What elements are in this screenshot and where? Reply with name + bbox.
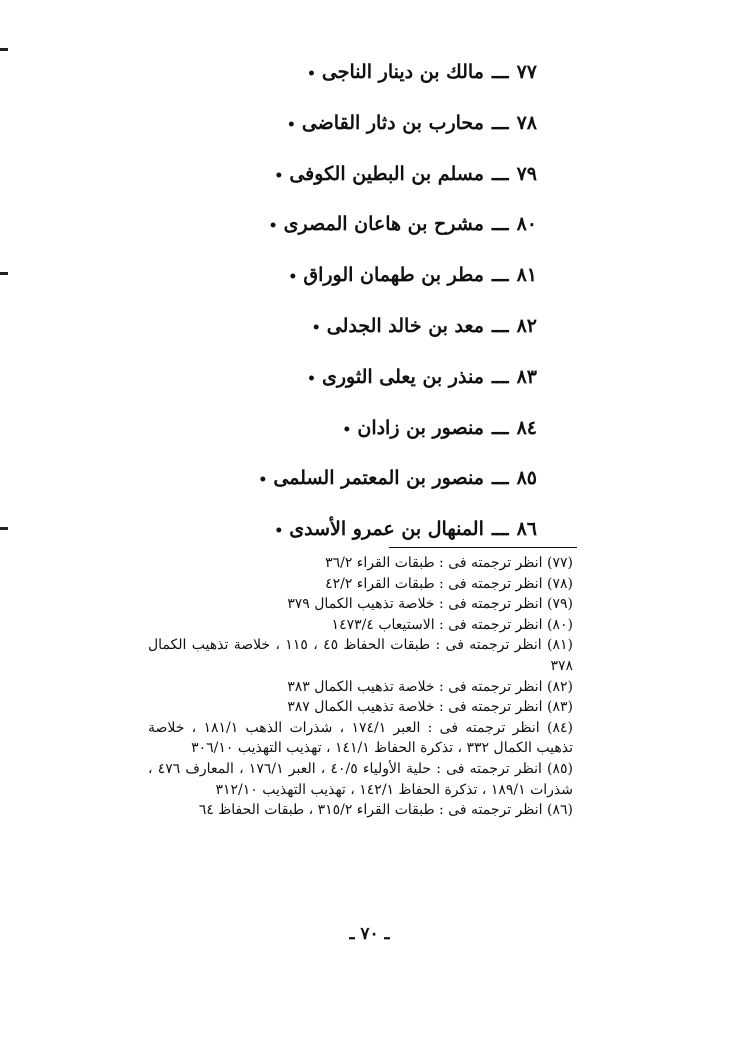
- entry-number: ٨٣: [516, 365, 537, 388]
- footnote-ref: (٧٩): [547, 596, 573, 613]
- entry-name: مالك بن دينار الناجى: [321, 61, 484, 83]
- footnote: [148, 574, 573, 595]
- footnote-ref: (٨١): [547, 637, 574, 654]
- entry-number: ٧٧: [516, 61, 537, 83]
- list-item: [117, 255, 537, 306]
- footnote-ref: (٧٨): [547, 575, 573, 592]
- entry-dash: ـــ: [491, 365, 509, 388]
- entry-number: ٧٩: [516, 162, 537, 185]
- bullet-icon: •: [311, 319, 321, 336]
- list-item: [117, 204, 537, 255]
- entry-dash: ـــ: [491, 111, 509, 134]
- list-item: [117, 103, 537, 154]
- footnote-text: انظر ترجمته فى : العبر ١٧٤/١ ، شذرات الذهب ١٨١/١ ، خلاصة تذهيب الكمال ٣٣٢ ، تذكرة الحفاظ ١٤١/١ ، تهذيب التهذيب ٣٠٦/١٠: [148, 719, 573, 757]
- bullet-icon: •: [274, 167, 284, 184]
- footnote-ref: (٨٣): [547, 699, 573, 716]
- footnote: [148, 759, 573, 800]
- entry-name: مطر بن طهمان الوراق: [303, 264, 484, 287]
- footnote: [148, 718, 573, 759]
- bullet-icon: •: [307, 370, 316, 387]
- footnote-text: انظر ترجمته فى : خلاصة تذهيب الكمال ٣٨٧: [287, 699, 543, 716]
- margin-mark: [0, 527, 8, 530]
- bullet-icon: •: [306, 66, 316, 82]
- footnote: [148, 553, 573, 574]
- footnote-text: انظر ترجمته فى : طبقات القراء ٤٢/٢: [325, 575, 543, 592]
- bullet-icon: •: [258, 472, 268, 489]
- margin-mark: [0, 272, 8, 275]
- entry-list: [117, 52, 537, 560]
- footnote: [148, 677, 573, 698]
- entry-name: منذر بن يعلى الثورى: [321, 365, 484, 388]
- footnote: [148, 615, 573, 636]
- footnote-text: انظر ترجمته فى : الاستيعاب ١٤٧٣/٤: [331, 616, 543, 633]
- list-item: [117, 154, 537, 205]
- entry-dash: ـــ: [491, 314, 509, 337]
- footnote-ref: (٨٠): [547, 616, 573, 633]
- footnote-text: انظر ترجمته فى : طبقات القراء ٣١٥/٢ ، طبقات الحفاظ ٦٤: [198, 802, 543, 819]
- entry-name: منصور بن زادان: [357, 416, 484, 439]
- footnote-text: انظر ترجمته فى : خلاصة تذهيب الكمال ٣٨٣: [287, 678, 543, 695]
- bullet-icon: •: [268, 218, 278, 235]
- footnote-ref: (٨٢): [547, 678, 573, 695]
- footnote-ref: (٨٥): [547, 760, 574, 777]
- entry-number: ٨٠: [516, 213, 537, 236]
- bullet-icon: •: [342, 421, 352, 438]
- list-item: [117, 306, 537, 357]
- entry-dash: ـــ: [491, 264, 509, 287]
- footnote-ref: (٨٤): [546, 719, 573, 736]
- entry-dash: ـــ: [491, 162, 509, 185]
- bullet-icon: •: [286, 116, 296, 133]
- footnote-text: انظر ترجمته فى : حلية الأولياء ٤٠/٥ ، العبر ١٧٦/١ ، المعارف ٤٧٦ ، شذرات ١٨٩/١ ، تذكرة الحفاظ ١٤٢/١ ، تهذيب التهذيب ٣١٢/١٠: [148, 760, 573, 798]
- list-item: [117, 357, 537, 408]
- entry-number: ٨٦: [516, 518, 537, 541]
- bullet-icon: •: [274, 523, 284, 540]
- list-item: [117, 408, 537, 459]
- footnote-ref: (٨٦): [547, 802, 573, 819]
- entry-name: محارب بن دثار القاضى: [301, 111, 484, 134]
- entry-dash: ـــ: [491, 61, 509, 83]
- entry-dash: ـــ: [491, 518, 509, 541]
- footnote: [148, 594, 573, 615]
- margin-mark: [0, 48, 8, 51]
- entry-name: مسلم بن البطين الكوفى: [289, 162, 484, 185]
- entry-number: ٨٤: [516, 416, 537, 439]
- footnote-text: انظر ترجمته فى : طبقات القراء ٣٦/٢: [325, 555, 543, 571]
- bullet-icon: •: [288, 269, 298, 286]
- footnote: [148, 800, 573, 821]
- entry-name: مشرح بن هاعان المصرى: [283, 213, 484, 236]
- footnote-text: انظر ترجمته فى : خلاصة تذهيب الكمال ٣٧٩: [287, 596, 543, 613]
- entry-name: معد بن خالد الجدلى: [326, 314, 484, 337]
- entry-number: ٨٥: [516, 467, 537, 490]
- footnote-separator: [389, 547, 577, 548]
- entry-number: ٨١: [516, 264, 537, 287]
- entry-number: ٧٨: [516, 111, 537, 134]
- entry-name: المنهال بن عمرو الأسدى: [289, 518, 484, 541]
- entry-dash: ـــ: [491, 467, 509, 490]
- footnote-text: انظر ترجمته فى : طبقات الحفاظ ٤٥ ، ١١٥ ، خلاصة تذهيب الكمال ٣٧٨: [148, 637, 573, 674]
- list-item: [117, 458, 537, 509]
- entry-dash: ـــ: [491, 213, 509, 236]
- entry-dash: ـــ: [491, 416, 509, 439]
- footnotes: [148, 553, 573, 821]
- footnote-ref: (٧٧): [547, 555, 573, 571]
- footnote: [148, 697, 573, 718]
- list-item: [117, 52, 537, 103]
- page-number: ـ ٧٠ ـ: [349, 924, 390, 944]
- entry-name: منصور بن المعتمر السلمى: [273, 467, 484, 490]
- entry-number: ٨٢: [516, 314, 537, 337]
- footnote: [148, 635, 573, 676]
